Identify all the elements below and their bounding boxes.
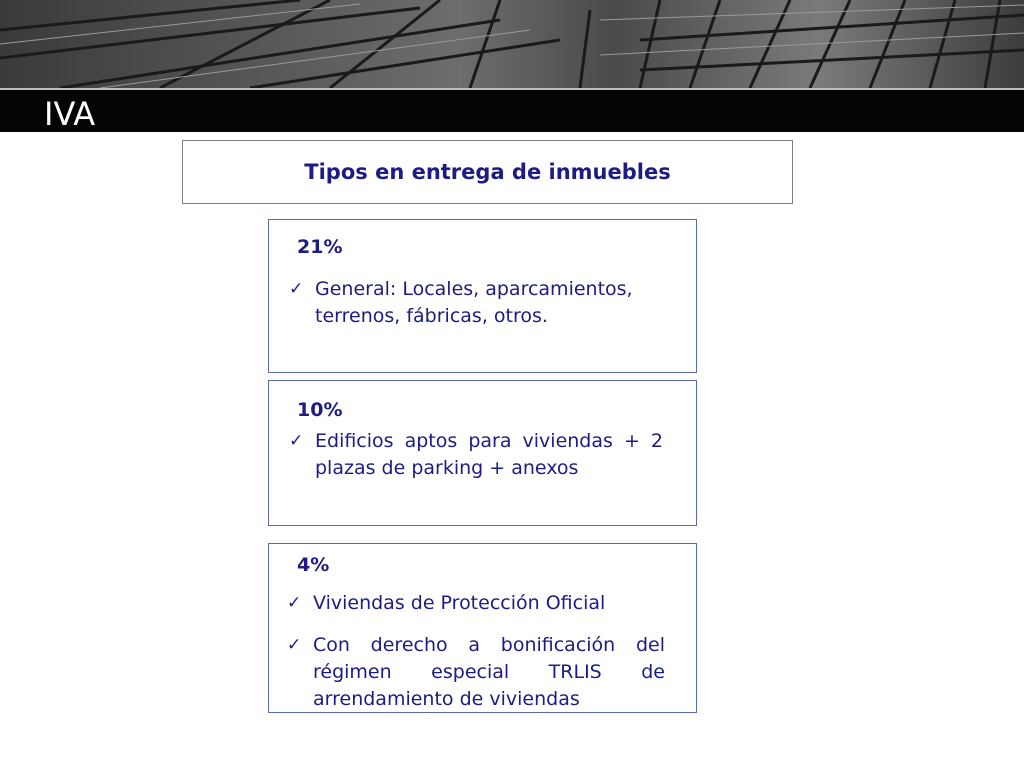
checkmark-icon: ✓ xyxy=(289,279,304,299)
list-item-text: Edificios aptos para viviendas + 2 plazas de parking + anexos xyxy=(315,430,663,479)
title-bar xyxy=(0,88,1024,132)
building-glass-pattern xyxy=(0,0,1024,88)
rate-label: 10% xyxy=(297,399,343,421)
checkmark-icon: ✓ xyxy=(289,431,304,451)
building-banner-image xyxy=(0,0,1024,88)
checkmark-icon: ✓ xyxy=(287,593,302,613)
page-title: IVA xyxy=(44,95,96,133)
checkmark-icon: ✓ xyxy=(287,635,302,655)
rate-box-4 xyxy=(268,543,697,713)
rate-box-10 xyxy=(268,380,697,526)
rate-box-21 xyxy=(268,219,697,373)
section-heading: Tipos en entrega de inmuebles xyxy=(304,160,671,184)
list-item-text: General: Locales, aparcamientos, terrenos, fábricas, otros. xyxy=(315,278,633,327)
rate-label: 4% xyxy=(297,554,330,576)
rate-label: 21% xyxy=(297,236,343,258)
list-item-text: Viviendas de Protección Oficial xyxy=(313,592,606,614)
heading-box xyxy=(182,140,793,204)
list-item-text: Con derecho a bonificación del régimen especial TRLIS de arrendamiento de viviendas xyxy=(313,634,665,710)
